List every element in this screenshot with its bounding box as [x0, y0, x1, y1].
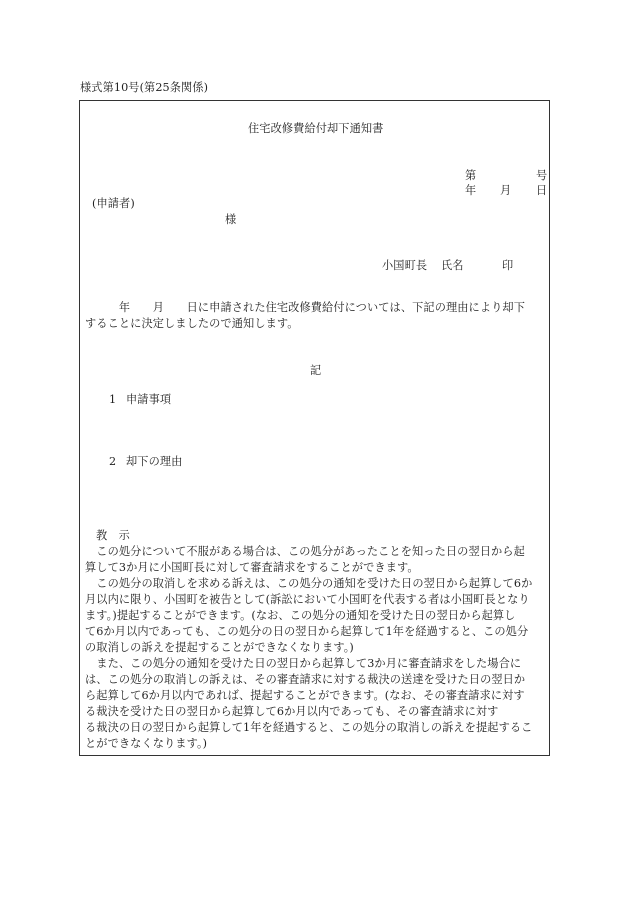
number-go: 号 [536, 169, 548, 182]
honorific-sama: 様 [225, 213, 237, 226]
issuer-title: 小国町長 [382, 259, 428, 272]
ki-heading: 記 [310, 364, 322, 377]
issuer-seal: 印 [502, 259, 514, 272]
form-number: 様式第10号(第25条関係) [80, 81, 209, 94]
item-2-number: 2 [109, 455, 117, 468]
body-text: 年 月 日に申請された住宅改修費給付については、下記の理由により却下 することに決定しましたので通知します。 [85, 301, 525, 330]
date-day: 日 [536, 184, 548, 197]
instruction-paragraph-3: また、この処分の通知を受けた日の翌日から起算して3か月に審査請求をした場合に は、この処分の取消しの訴えは、その審査請求に対する裁決の送達を受けた日の翌日か ら起算して6か月以内であれば、提起することができます。(なお、その審査請求に対す る裁決を受けた日の翌日から起算して6か月以内であっても、その審査請求に対す る裁決の日の翌日から起算して1年を経過すると、この処分の取消しの訴えを提起するこ とができなくなります。) [85, 657, 533, 750]
instruction-paragraph-2: この処分の取消しを求める訴えは、この処分の通知を受けた日の翌日から起算して6か 月以内に限り、小国町を被告として(訴訟において小国町を代表する者は小国町長となり ます。)提起することができます。(なお、この処分の通知を受けた日の翌日から起算し て6か月以内であっても、この処分の日の翌日から起算して1年を経過すると、この処分 の取消しの訴えを提起することができなくなります。) [85, 577, 533, 654]
document-title: 住宅改修費給付却下通知書 [248, 122, 384, 135]
applicant-label: (申請者) [92, 197, 135, 210]
instruction-heading: 教 示 [96, 529, 130, 542]
item-1-label: 申請事項 [126, 393, 172, 406]
instruction-paragraph-1: この処分について不服がある場合は、この処分があったことを知った日の翌日から起 算して3か月に小国町長に対して審査請求をすることができます。 [85, 545, 525, 574]
issuer-name-label: 氏名 [441, 259, 464, 272]
item-2-label: 却下の理由 [126, 455, 183, 468]
date-month: 月 [500, 184, 512, 197]
item-1-number: 1 [109, 393, 117, 406]
number-dai: 第 [465, 169, 477, 182]
date-year: 年 [465, 184, 477, 197]
